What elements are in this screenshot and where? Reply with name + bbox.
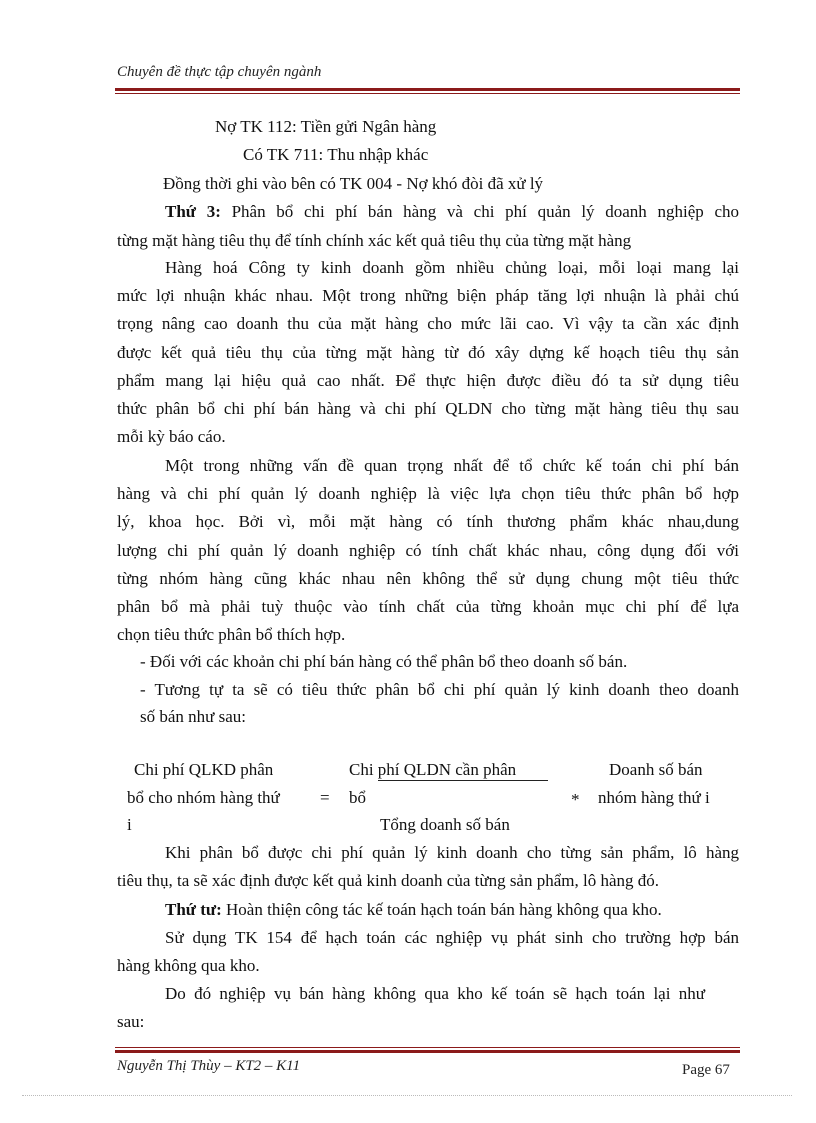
- para5-text: Hoàn thiện công tác kế toán hạch toán bán hàng không qua kho.: [226, 900, 662, 919]
- para3-line: từng nhóm hàng cũng khác nhau nên không thể sử dụng chung một tiêu thức: [117, 569, 739, 588]
- formula-denominator: Tổng doanh số bán: [380, 815, 510, 834]
- para1-text: Phân bổ chi phí bán hàng và chi phí quản lý doanh nghiệp cho: [231, 202, 740, 221]
- bullet-2-line1: - Tương tự ta sẽ có tiêu thức phân bổ chi phí quản lý kinh doanh theo doanh: [140, 680, 739, 699]
- para6-line: hàng không qua kho.: [117, 956, 260, 975]
- para2-line: Hàng hoá Công ty kinh doanh gồm nhiều chủng loại, mỗi loại mang lại: [165, 258, 739, 277]
- formula-times: *: [571, 790, 580, 809]
- formula-numerator-line2: bổ: [349, 788, 366, 807]
- para2-line: trọng nâng cao doanh thu của mặt hàng cho mức lãi cao. Vì vậy ta cần xác định: [117, 314, 739, 333]
- para2-line: phẩm mang lại hiệu quả cao nhất. Để thực hiện được điều đó ta sử dụng tiêu: [117, 371, 739, 390]
- para1-line1: [165, 202, 739, 222]
- para3-line: phân bổ mà phải tuỳ thuộc vào tính chất của từng khoản mục chi phí để lựa: [117, 597, 739, 616]
- para2-line: thức phân bổ chi phí bán hàng và chi phí QLDN cho từng mặt hàng tiêu thụ sau: [117, 399, 739, 418]
- para3-line: lý, khoa học. Bởi vì, mỗi mặt hàng có tính thương phẩm khác nhau,dung: [117, 512, 739, 531]
- bullet-1: - Đối với các khoản chi phí bán hàng có thể phân bổ theo doanh số bán.: [140, 652, 628, 671]
- para3-line: chọn tiêu thức phân bổ thích hợp.: [117, 625, 346, 644]
- header-rule-thin: [115, 93, 740, 94]
- para5: [165, 900, 662, 920]
- footer-rule-thick: [115, 1050, 740, 1053]
- fraction-bar: [378, 780, 548, 781]
- para3-line: Một trong những vấn đề quan trọng nhất để tổ chức kế toán chi phí bán: [165, 456, 739, 475]
- para6-line: Sử dụng TK 154 để hạch toán các nghiệp vụ phát sinh cho trường hợp bán: [165, 928, 739, 947]
- entry-simultaneous: Đồng thời ghi vào bên có TK 004 - Nợ khó đòi đã xử lý: [163, 174, 544, 193]
- para2-line: mỗi kỳ báo cáo.: [117, 427, 226, 446]
- para7-line: Do đó nghiệp vụ bán hàng không qua kho kế toán sẽ hạch toán lại như: [165, 984, 705, 1003]
- formula-rhs-line1: Doanh số bán: [609, 760, 703, 779]
- para2-line: được kết quả tiêu thụ của từng mặt hàng từ đó xây dựng kế hoạch tiêu thụ sản: [117, 343, 739, 362]
- entry-credit: Có TK 711: Thu nhập khác: [243, 145, 429, 164]
- header-rule-thick: [115, 88, 740, 91]
- header-title: Chuyên đề thực tập chuyên ngành: [117, 64, 322, 80]
- formula-numerator-line1: Chi phí QLDN cần phân: [349, 760, 517, 779]
- para3-line: lượng chi phí quản lý doanh nghiệp có tính chất khác nhau, công dụng đối với: [117, 541, 739, 560]
- formula-lhs-line1: Chi phí QLKD phân: [134, 760, 274, 779]
- para5-label: Thứ tư:: [165, 900, 222, 919]
- footer-author: Nguyễn Thị Thùy – KT2 – K11: [117, 1058, 301, 1074]
- footer-rule-thin: [115, 1047, 740, 1048]
- para4-line: Khi phân bổ được chi phí quản lý kinh doanh cho từng sản phẩm, lô hàng: [165, 843, 739, 862]
- page-number: Page 67: [682, 1062, 730, 1078]
- entry-debit: Nợ TK 112: Tiền gửi Ngân hàng: [215, 117, 437, 136]
- formula-rhs-line2: nhóm hàng thứ i: [598, 788, 710, 807]
- page-bottom-dotted-border: [22, 1095, 792, 1096]
- formula-lhs-line3: i: [127, 815, 132, 834]
- para3-line: hàng và chi phí quản lý doanh nghiệp là việc lựa chọn tiêu thức phân bổ hợp: [117, 484, 739, 503]
- formula-equals: =: [320, 788, 330, 807]
- para2-line: mức lợi nhuận khác nhau. Một trong những biện pháp tăng lợi nhuận là phải chú: [117, 286, 739, 305]
- formula-lhs-line2: bổ cho nhóm hàng thứ: [127, 788, 280, 807]
- bullet-2-line2: số bán như sau:: [140, 707, 247, 726]
- para4-line: tiêu thụ, ta sẽ xác định được kết quả kinh doanh của từng sản phẩm, lô hàng đó.: [117, 871, 660, 890]
- para1-line2: từng mặt hàng tiêu thụ để tính chính xác kết quả tiêu thụ của từng mặt hàng: [117, 231, 632, 250]
- para1-label: Thứ 3:: [165, 202, 221, 221]
- para7-line: sau:: [117, 1012, 145, 1031]
